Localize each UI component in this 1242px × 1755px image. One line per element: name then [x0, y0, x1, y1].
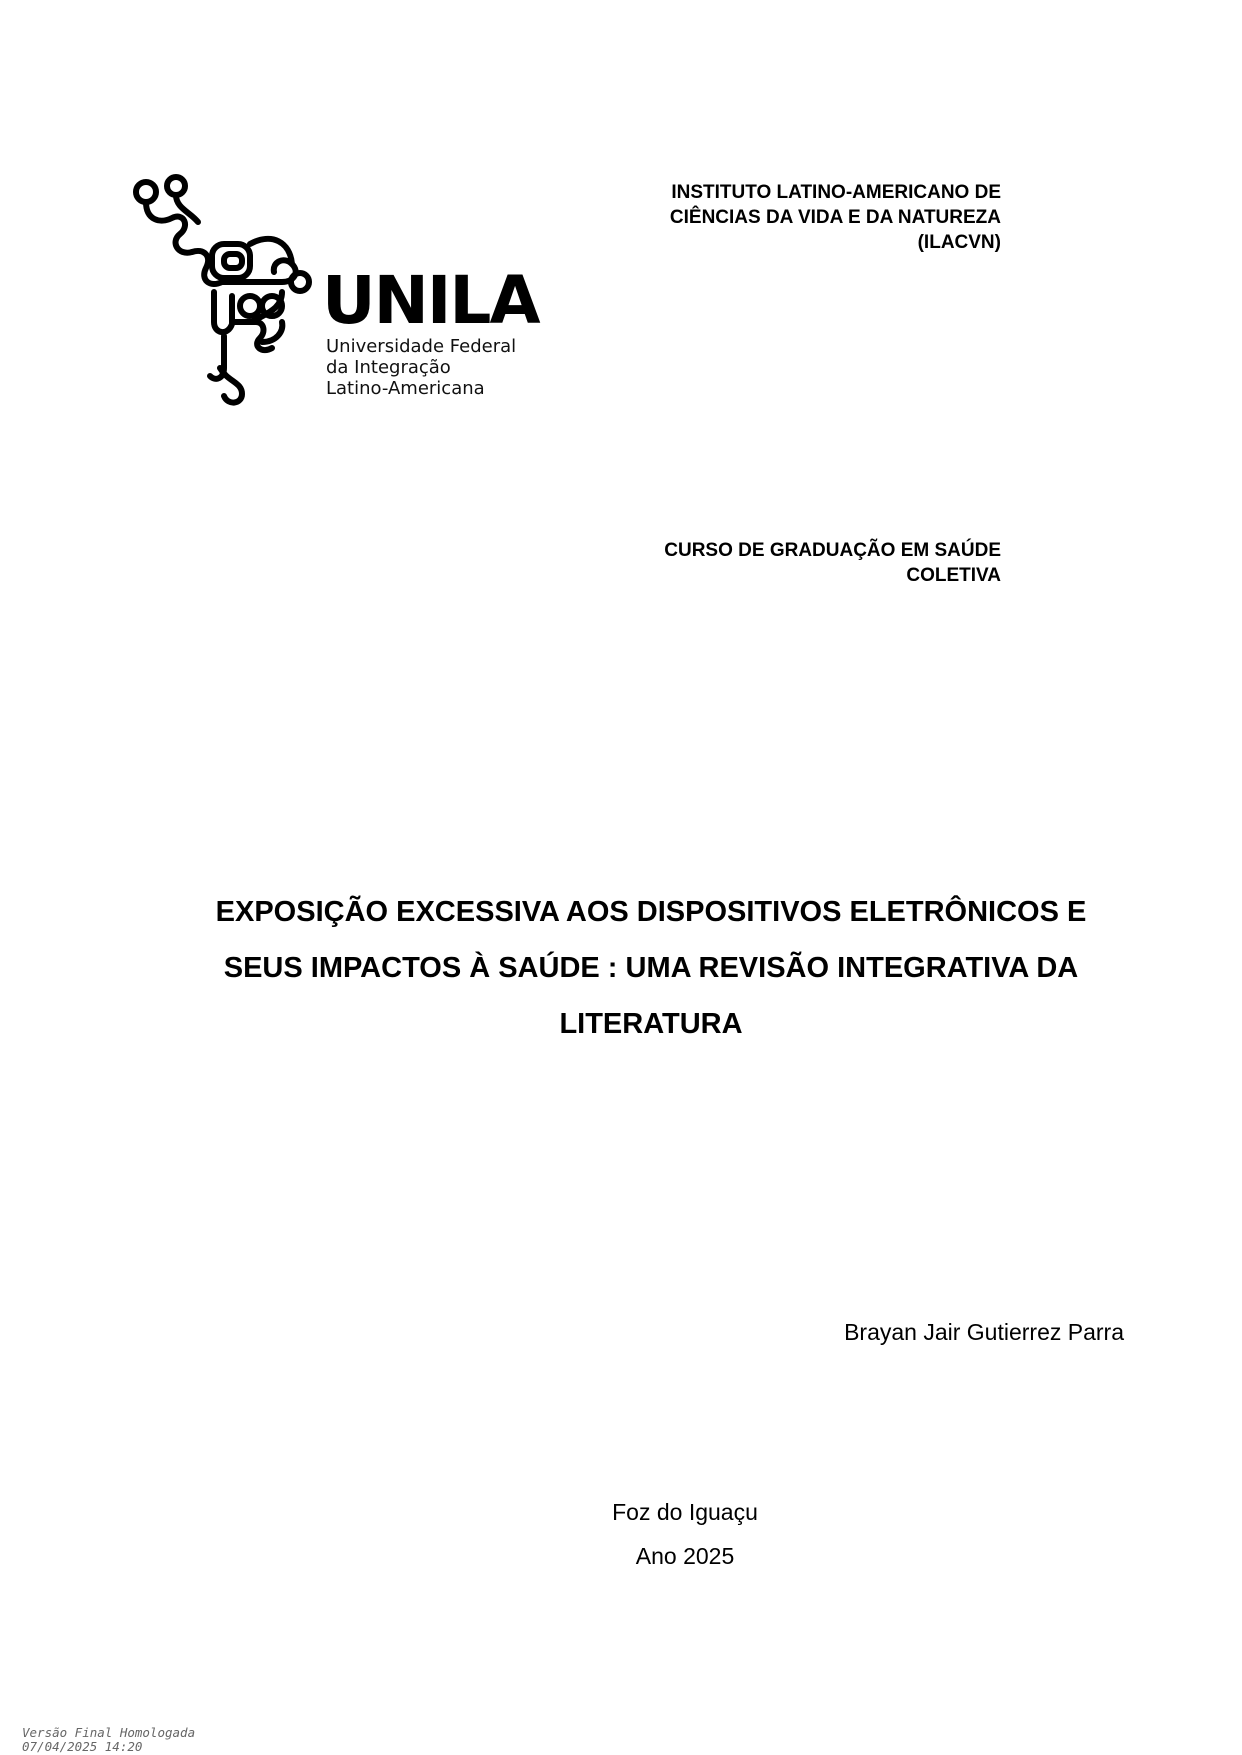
logo-subtitle-line: Universidade Federal [326, 336, 517, 357]
title-line: SEUS IMPACTOS À SAÚDE : UMA REVISÃO INTEGRATIVA DA [223, 952, 1079, 984]
logo-subtitle-line: da Integração [326, 357, 451, 378]
logo-subtitle-line: Latino-Americana [326, 378, 485, 399]
institute-line: INSTITUTO LATINO-AMERICANO DE [671, 182, 1001, 203]
unila-logo [132, 172, 539, 408]
stamp-datetime: 07/04/2025 14:20 [22, 1739, 143, 1754]
institute-line: (ILACVN) [917, 232, 1001, 253]
course-line: CURSO DE GRADUAÇÃO EM SAÚDE [664, 540, 1001, 561]
unila-knot-icon [132, 172, 332, 408]
logo-subtitle [326, 336, 517, 399]
city: Foz do Iguaçu [612, 1499, 758, 1525]
place-and-year [0, 1490, 1242, 1578]
year: Ano 2025 [635, 1543, 735, 1569]
title-line: EXPOSIÇÃO EXCESSIVA AOS DISPOSITIVOS ELETRÔNICOS E [215, 896, 1087, 928]
version-stamp [22, 1726, 195, 1754]
institute-line: CIÊNCIAS DA VIDA E DA NATUREZA [669, 207, 1001, 228]
stamp-label: Versão Final Homologada [22, 1725, 196, 1740]
logo-wordmark: UNILA [322, 262, 539, 339]
document-title [160, 884, 1142, 1052]
author-name: Brayan Jair Gutierrez Parra [844, 1319, 1124, 1345]
title-line: LITERATURA [559, 1008, 743, 1040]
institute-name [581, 180, 1001, 255]
course-name [581, 538, 1001, 588]
course-line: COLETIVA [906, 565, 1001, 586]
